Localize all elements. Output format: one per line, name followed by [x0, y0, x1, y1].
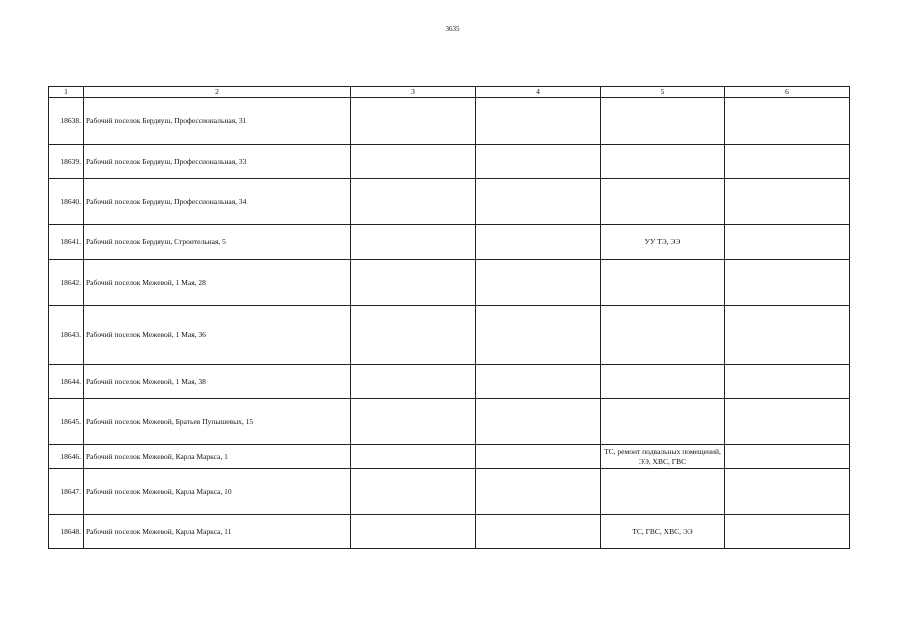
row-cell-3 — [351, 469, 476, 515]
table-row — [49, 260, 850, 306]
row-cell-3 — [351, 306, 476, 365]
row-cell-4 — [476, 445, 601, 469]
row-cell-4 — [476, 399, 601, 445]
table-row — [49, 515, 850, 549]
row-cell-6 — [725, 260, 850, 306]
row-cell-3 — [351, 445, 476, 469]
row-number: 18643. — [49, 306, 84, 365]
row-cell-4 — [476, 225, 601, 260]
table-row — [49, 306, 850, 365]
row-address: Рабочий поселок Бердяуш, Профессиональная, 31 — [84, 98, 351, 145]
table-row — [49, 145, 850, 179]
table-row — [49, 179, 850, 225]
row-cell-5 — [601, 260, 725, 306]
row-address: Рабочий поселок Межевой, Карла Маркса, 10 — [84, 469, 351, 515]
row-cell-4 — [476, 145, 601, 179]
row-cell-5 — [601, 306, 725, 365]
row-cell-4 — [476, 306, 601, 365]
column-header-1: 1 — [49, 87, 84, 98]
row-cell-5: ТС, ремонт подвальных помещений, ЭЭ, ХВС, ГВС — [601, 445, 725, 469]
row-cell-6 — [725, 98, 850, 145]
row-cell-4 — [476, 179, 601, 225]
row-address: Рабочий поселок Межевой, 1 Мая, 36 — [84, 306, 351, 365]
row-cell-3 — [351, 179, 476, 225]
row-number: 18638. — [49, 98, 84, 145]
row-cell-3 — [351, 225, 476, 260]
table-row — [49, 98, 850, 145]
row-address: Рабочий поселок Межевой, Карла Маркса, 1 — [84, 445, 351, 469]
row-address: Рабочий поселок Бердяуш, Профессиональная, 33 — [84, 145, 351, 179]
row-cell-5 — [601, 399, 725, 445]
table-row — [49, 445, 850, 469]
row-cell-5: УУ ТЭ, ЭЭ — [601, 225, 725, 260]
column-header-6: 6 — [725, 87, 850, 98]
column-header-3: 3 — [351, 87, 476, 98]
row-number: 18648. — [49, 515, 84, 549]
header-row — [49, 87, 850, 98]
row-cell-4 — [476, 260, 601, 306]
page-number: 3635 — [445, 25, 460, 33]
row-number: 18644. — [49, 365, 84, 399]
table-row — [49, 469, 850, 515]
row-number: 18642. — [49, 260, 84, 306]
row-cell-5 — [601, 98, 725, 145]
row-address: Рабочий поселок Бердяуш, Строительная, 5 — [84, 225, 351, 260]
column-header-4: 4 — [476, 87, 601, 98]
row-cell-4 — [476, 365, 601, 399]
row-cell-3 — [351, 399, 476, 445]
row-cell-6 — [725, 225, 850, 260]
row-cell-4 — [476, 98, 601, 145]
row-address: Рабочий поселок Межевой, 1 Мая, 38 — [84, 365, 351, 399]
row-number: 18641. — [49, 225, 84, 260]
table-row — [49, 365, 850, 399]
row-cell-3 — [351, 260, 476, 306]
row-address: Рабочий поселок Межевой, 1 Мая, 28 — [84, 260, 351, 306]
row-number: 18645. — [49, 399, 84, 445]
row-address: Рабочий поселок Межевой, Карла Маркса, 11 — [84, 515, 351, 549]
data-table — [48, 86, 850, 549]
row-cell-5 — [601, 179, 725, 225]
row-cell-4 — [476, 515, 601, 549]
row-cell-6 — [725, 469, 850, 515]
row-cell-6 — [725, 306, 850, 365]
table-row — [49, 399, 850, 445]
table-row — [49, 225, 850, 260]
row-cell-6 — [725, 179, 850, 225]
row-address: Рабочий поселок Межевой, Братьев Пупышевых, 15 — [84, 399, 351, 445]
row-cell-5 — [601, 469, 725, 515]
row-cell-4 — [476, 469, 601, 515]
row-cell-3 — [351, 365, 476, 399]
row-number: 18640. — [49, 179, 84, 225]
column-header-2: 2 — [84, 87, 351, 98]
row-cell-6 — [725, 145, 850, 179]
column-header-5: 5 — [601, 87, 725, 98]
row-address: Рабочий поселок Бердяуш, Профессиональная, 34 — [84, 179, 351, 225]
row-cell-5 — [601, 365, 725, 399]
row-number: 18639. — [49, 145, 84, 179]
row-cell-6 — [725, 445, 850, 469]
row-cell-6 — [725, 399, 850, 445]
row-cell-3 — [351, 515, 476, 549]
row-cell-5 — [601, 145, 725, 179]
row-cell-5: ТС, ГВС, ХВС, ЭЭ — [601, 515, 725, 549]
row-number: 18647. — [49, 469, 84, 515]
row-cell-6 — [725, 365, 850, 399]
row-cell-3 — [351, 98, 476, 145]
row-number: 18646. — [49, 445, 84, 469]
row-cell-3 — [351, 145, 476, 179]
row-cell-6 — [725, 515, 850, 549]
